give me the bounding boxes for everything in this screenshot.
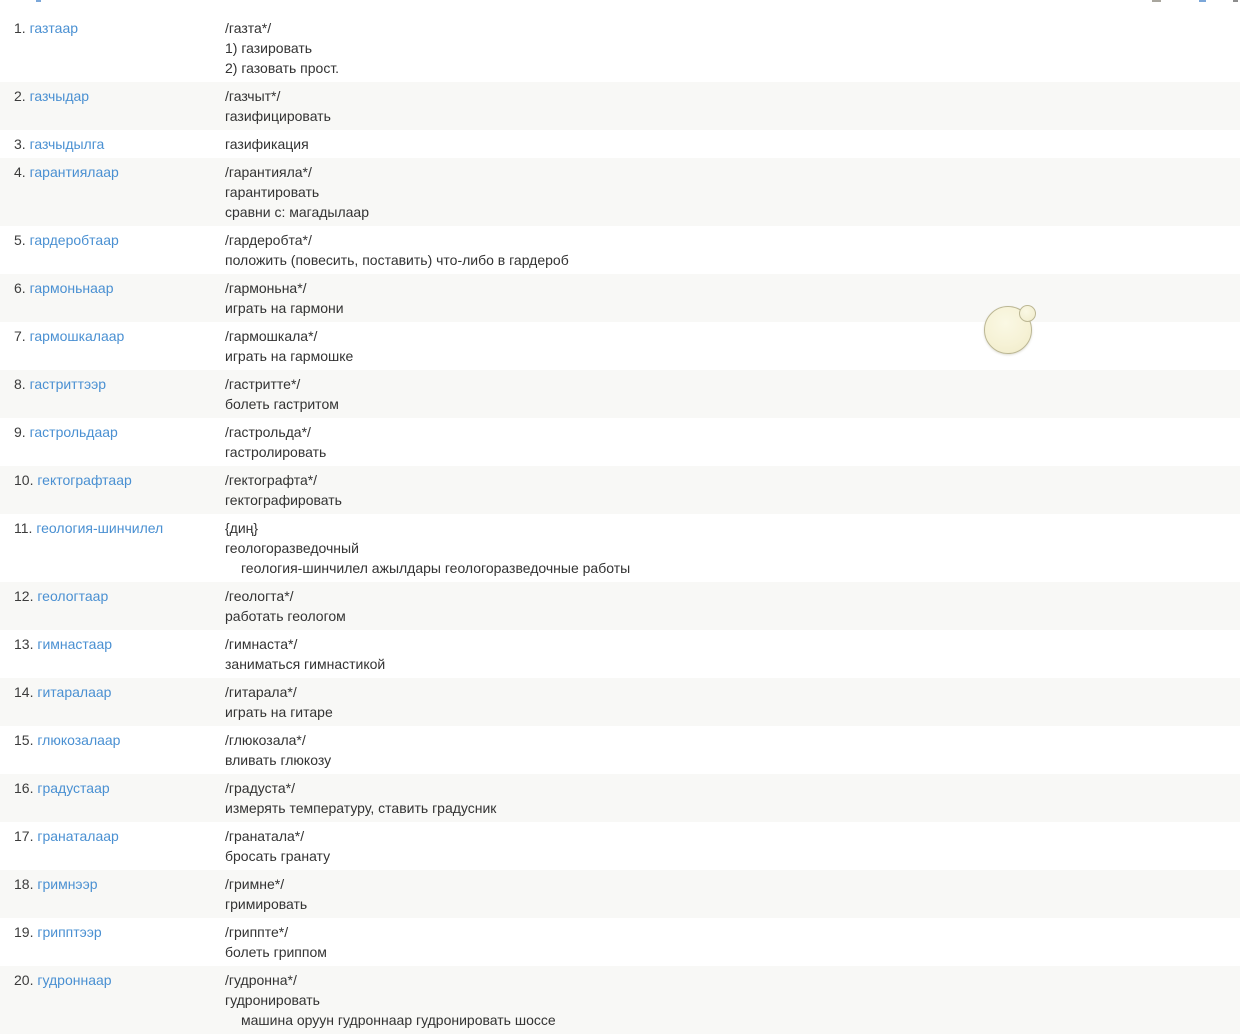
dictionary-entry-row — [0, 274, 1240, 322]
entry-number: 10. — [14, 472, 34, 488]
entry-definition-line: заниматься гимнастикой — [225, 656, 386, 672]
entry-definition-line: /гастритте*/ — [225, 376, 301, 392]
entry-definition-cell — [225, 730, 1240, 770]
entry-definition-line: /глюкозала*/ — [225, 732, 306, 748]
bubble-small-circle-icon — [1019, 305, 1036, 322]
dictionary-entry-row — [0, 130, 1240, 158]
entry-word-link[interactable]: гарантиялаар — [29, 164, 119, 180]
entry-number: 5. — [14, 232, 26, 248]
entry-number: 2. — [14, 88, 26, 104]
entry-word-cell — [0, 230, 225, 250]
entry-word-link[interactable]: газчыдар — [29, 88, 90, 104]
feedback-bubble-button[interactable] — [984, 306, 1032, 354]
entry-definition-line: гарантировать — [225, 184, 320, 200]
entry-word-link[interactable]: газтаар — [29, 20, 79, 36]
dictionary-entry-row — [0, 514, 1240, 582]
entry-word-cell — [0, 826, 225, 846]
entry-definition-line: машина оруун гудроннаар гудронировать шоссе — [241, 1012, 556, 1028]
entry-number: 20. — [14, 972, 34, 988]
entry-definition-line: играть на гармошке — [225, 348, 354, 364]
entry-definition-line: /гармошкала*/ — [225, 328, 318, 344]
entry-number: 17. — [14, 828, 34, 844]
entry-word-cell — [0, 682, 225, 702]
entry-definition-cell — [225, 826, 1240, 866]
entry-definition-line: положить (повесить, поставить) что-либо в гардероб — [225, 252, 569, 268]
entry-definition-line: /гудронна*/ — [225, 972, 297, 988]
entry-definition-line: /градуста*/ — [225, 780, 295, 796]
entry-word-link[interactable]: гармоньнаар — [29, 280, 114, 296]
entry-definition-line: /гастрольда*/ — [225, 424, 311, 440]
dictionary-entry-row — [0, 630, 1240, 678]
entry-definition-line: 1) газировать — [225, 40, 313, 56]
dictionary-entry-row — [0, 582, 1240, 630]
entry-word-cell — [0, 970, 225, 990]
dictionary-entry-row — [0, 966, 1240, 1034]
entry-definition-line: вливать глюкозу — [225, 752, 332, 768]
entry-word-link[interactable]: градустаар — [37, 780, 110, 796]
entry-definition-cell — [225, 634, 1240, 674]
entry-definition-line: /гриппте*/ — [225, 924, 289, 940]
entry-definition-line: 2) газовать прост. — [225, 60, 340, 76]
entry-word-link[interactable]: гитаралаар — [37, 684, 112, 700]
dictionary-entry-row — [0, 466, 1240, 514]
entry-definition-line: играть на гитаре — [225, 704, 333, 720]
entry-definition-line: измерять температуру, ставить градусник — [225, 800, 497, 816]
entry-word-link[interactable]: газчыдылга — [29, 136, 105, 152]
dictionary-entry-row — [0, 226, 1240, 274]
entry-definition-cell — [225, 86, 1240, 126]
entry-word-link[interactable]: глюкозалаар — [37, 732, 121, 748]
entry-number: 1. — [14, 20, 26, 36]
entry-definition-cell — [225, 586, 1240, 626]
entry-definition-line: играть на гармони — [225, 300, 344, 316]
entry-number: 3. — [14, 136, 26, 152]
clipped-text-fragment — [1152, 0, 1161, 2]
entry-definition-cell — [225, 134, 1240, 154]
entry-word-link[interactable]: гранаталаар — [37, 828, 119, 844]
dictionary-entry-row — [0, 158, 1240, 226]
dictionary-entry-row — [0, 726, 1240, 774]
entry-word-cell — [0, 470, 225, 490]
clipped-text-fragment — [1233, 0, 1238, 2]
entry-word-link[interactable]: гармошкалаар — [29, 328, 125, 344]
dictionary-entry-row — [0, 918, 1240, 966]
entry-word-link[interactable]: геология-шинчилел — [36, 520, 164, 536]
entry-definition-cell — [225, 518, 1240, 578]
entry-definition-line: /гримне*/ — [225, 876, 285, 892]
entry-word-link[interactable]: гудроннаар — [37, 972, 112, 988]
entry-word-cell — [0, 278, 225, 298]
dictionary-entry-row — [0, 418, 1240, 466]
dictionary-entry-row — [0, 822, 1240, 870]
entry-number: 18. — [14, 876, 34, 892]
entry-definition-cell — [225, 778, 1240, 818]
entry-word-cell — [0, 134, 225, 154]
entry-word-cell — [0, 162, 225, 182]
entry-number: 13. — [14, 636, 34, 652]
entry-word-cell — [0, 634, 225, 654]
entry-definition-line: бросать гранату — [225, 848, 331, 864]
entry-number: 4. — [14, 164, 26, 180]
entry-definition-cell — [225, 374, 1240, 414]
entry-definition-line: /гитарала*/ — [225, 684, 297, 700]
entry-definition-line: болеть гастритом — [225, 396, 339, 412]
dictionary-entry-row — [0, 774, 1240, 822]
entry-word-link[interactable]: геологтаар — [37, 588, 109, 604]
entry-word-cell — [0, 422, 225, 442]
entry-definition-cell — [225, 278, 1240, 318]
entry-word-cell — [0, 518, 225, 538]
entry-definition-cell — [225, 230, 1240, 270]
entry-definition-line: /гимнаста*/ — [225, 636, 298, 652]
entry-number: 6. — [14, 280, 26, 296]
entry-word-link[interactable]: гастриттээр — [29, 376, 107, 392]
dictionary-entry-list — [0, 14, 1240, 1034]
entry-definition-line: /гарантияла*/ — [225, 164, 312, 180]
entry-definition-cell — [225, 874, 1240, 914]
entry-word-cell — [0, 326, 225, 346]
entry-word-cell — [0, 18, 225, 38]
entry-definition-line: /газта*/ — [225, 20, 272, 36]
entry-definition-line: /геологта*/ — [225, 588, 294, 604]
entry-definition-line: /газчыт*/ — [225, 88, 281, 104]
entry-definition-line: геологоразведочный — [225, 540, 359, 556]
entry-word-cell — [0, 586, 225, 606]
entry-definition-cell — [225, 682, 1240, 722]
entry-definition-cell — [225, 422, 1240, 462]
entry-word-link[interactable]: гастрольдаар — [29, 424, 118, 440]
entry-number: 8. — [14, 376, 26, 392]
dictionary-entry-row — [0, 370, 1240, 418]
entry-definition-line: газификация — [225, 136, 309, 152]
entry-definition-cell — [225, 970, 1240, 1030]
entry-definition-line: болеть гриппом — [225, 944, 327, 960]
dictionary-entry-row — [0, 870, 1240, 918]
entry-word-cell — [0, 374, 225, 394]
entry-number: 7. — [14, 328, 26, 344]
entry-definition-cell — [225, 470, 1240, 510]
entry-number: 12. — [14, 588, 34, 604]
entry-number: 15. — [14, 732, 34, 748]
entry-number: 11. — [14, 520, 33, 536]
entry-word-cell — [0, 778, 225, 798]
dictionary-entry-row — [0, 82, 1240, 130]
entry-definition-cell — [225, 326, 1240, 366]
clipped-text-fragment — [36, 0, 41, 2]
entry-word-link[interactable]: гримнээр — [37, 876, 98, 892]
entry-word-cell — [0, 730, 225, 750]
entry-definition-line: сравни с: магадылаар — [225, 204, 369, 220]
entry-definition-line: геология-шинчилел ажылдары геологоразведочные работы — [241, 560, 631, 576]
entry-definition-line: гастролировать — [225, 444, 327, 460]
entry-definition-line: /гранатала*/ — [225, 828, 305, 844]
entry-word-link[interactable]: гимнастаар — [37, 636, 113, 652]
entry-number: 14. — [14, 684, 34, 700]
entry-definition-line: гектографировать — [225, 492, 342, 508]
entry-definition-cell — [225, 162, 1240, 222]
entry-definition-line: газифицировать — [225, 108, 331, 124]
entry-definition-cell — [225, 18, 1240, 78]
entry-word-cell — [0, 86, 225, 106]
entry-word-cell — [0, 922, 225, 942]
entry-number: 9. — [14, 424, 26, 440]
entry-definition-line: /гардеробта*/ — [225, 232, 312, 248]
entry-definition-line: гудронировать — [225, 992, 320, 1008]
entry-number: 19. — [14, 924, 34, 940]
entry-word-link[interactable]: гардеробтаар — [29, 232, 119, 248]
entry-definition-line: {диң} — [225, 520, 259, 536]
dictionary-entry-row — [0, 14, 1240, 82]
entry-word-link[interactable]: грипптээр — [37, 924, 102, 940]
clipped-text-fragment — [1199, 0, 1206, 2]
entry-word-link[interactable]: гектографтаар — [37, 472, 132, 488]
entry-number: 16. — [14, 780, 34, 796]
entry-definition-line: /гектографта*/ — [225, 472, 318, 488]
dictionary-entry-row — [0, 678, 1240, 726]
entry-word-cell — [0, 874, 225, 894]
entry-definition-cell — [225, 922, 1240, 962]
dictionary-entry-row — [0, 322, 1240, 370]
entry-definition-line: гримировать — [225, 896, 308, 912]
entry-definition-line: /гармоньна*/ — [225, 280, 307, 296]
entry-definition-line: работать геологом — [225, 608, 346, 624]
